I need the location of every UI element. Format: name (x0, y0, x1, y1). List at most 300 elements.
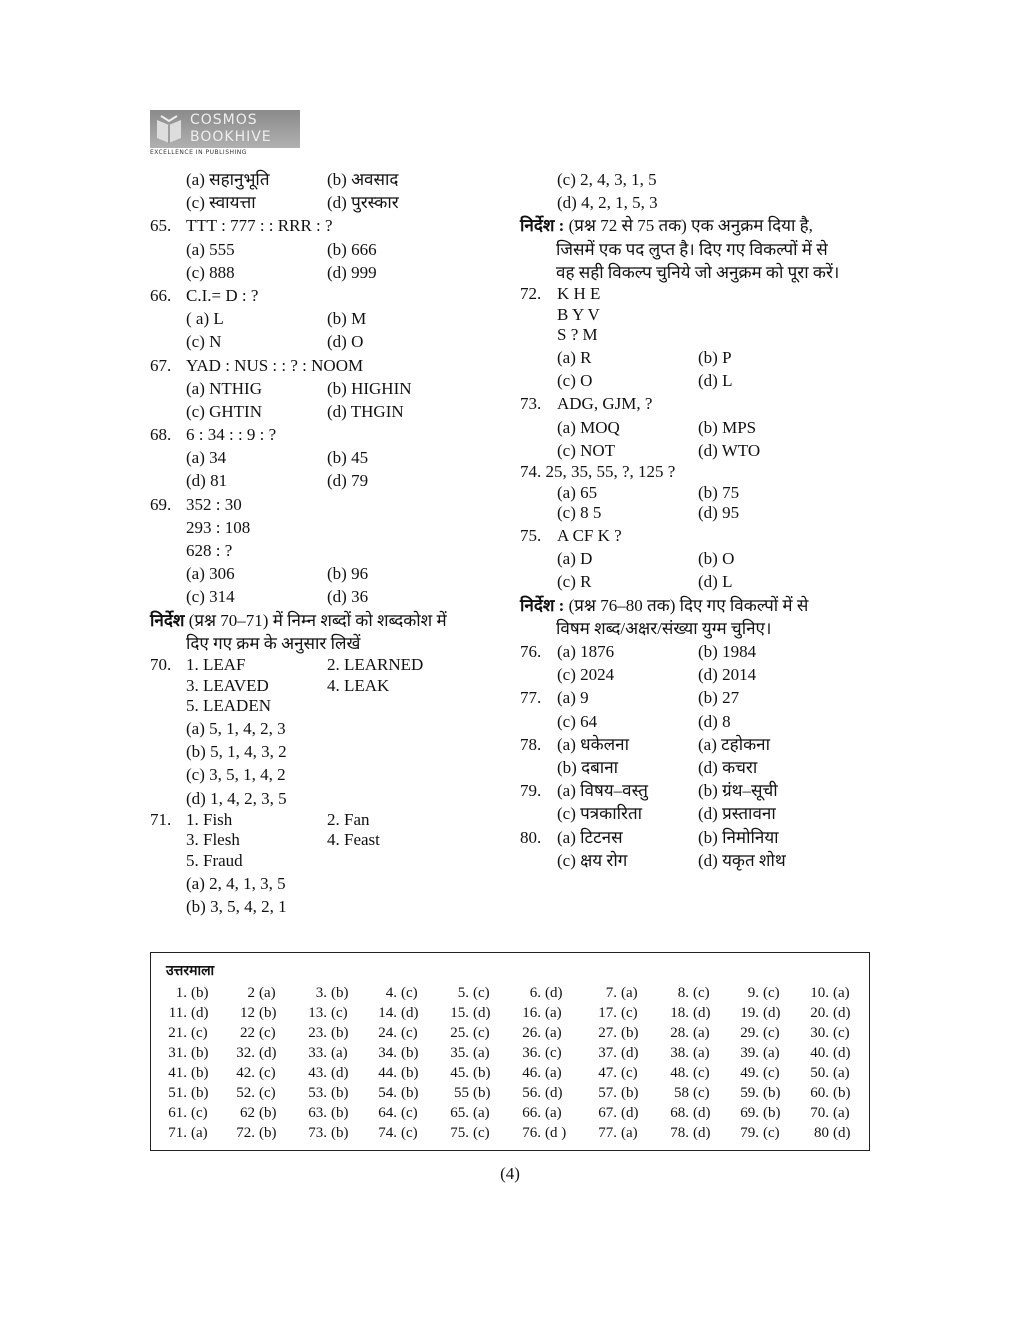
answer-cell (731, 1025, 780, 1042)
direction-text: वह सही विकल्प चुनिये जो अनुक्रम को पूरा करें। (556, 262, 840, 282)
answer-row (151, 1125, 871, 1145)
answer-value: (c) (191, 1105, 208, 1121)
option: (d) 1, 4, 2, 3, 5 (186, 788, 287, 808)
question-78 (520, 733, 872, 756)
answer-question-number: 21. (168, 1025, 187, 1041)
option: (b) 27 (698, 688, 740, 708)
option: (b) 5, 1, 4, 3, 2 (186, 742, 287, 762)
option-row (150, 895, 505, 918)
answer-cell (589, 1065, 638, 1082)
answer-value: (b) (191, 985, 209, 1001)
option-row (150, 469, 505, 492)
answer-value: (a) (473, 1045, 490, 1061)
answer-cell (441, 1065, 491, 1082)
option: (a) 306 (186, 564, 235, 584)
option: (a) R (557, 348, 592, 368)
question-number: 77. (520, 688, 542, 708)
option: (a) D (557, 549, 593, 569)
answer-question-number: 6. (529, 985, 541, 1001)
answer-value: (d) (331, 1065, 349, 1081)
answer-cell (589, 1085, 639, 1102)
answer-question-number: 17. (598, 1005, 617, 1021)
answer-cell (159, 1125, 208, 1142)
option: (c) GHTIN (186, 401, 262, 421)
answer-question-number: 26. (522, 1025, 541, 1041)
question-number: 72. (520, 283, 542, 303)
page-number: (4) (500, 1164, 520, 1183)
answer-value: (c) (833, 1025, 850, 1041)
option-row (520, 191, 872, 214)
answer-value: (b) (763, 1085, 781, 1101)
answer-value: (a) (545, 1105, 562, 1121)
answer-value: (b) (259, 1105, 277, 1121)
answer-value: (a) (833, 985, 850, 1001)
answer-cell (589, 1005, 638, 1022)
answer-row (151, 985, 871, 1005)
logo-box (150, 110, 300, 148)
answer-value: (d) (621, 1105, 639, 1121)
answer-cell (299, 1065, 349, 1082)
answer-key-title: उत्तरमाला (166, 963, 215, 979)
question-73 (520, 392, 872, 415)
answer-value: (b) (763, 1105, 781, 1121)
option: (c) 2024 (557, 665, 615, 685)
answer-question-number: 70. (810, 1105, 829, 1121)
answer-cell (513, 1125, 566, 1142)
answer-value: (a) (621, 985, 638, 1001)
answer-value: (a) (331, 1045, 348, 1061)
answer-cell (441, 985, 490, 1002)
option-row (520, 849, 872, 872)
answer-question-number: 77. (598, 1125, 617, 1141)
answer-question-number: 72. (236, 1125, 255, 1141)
answer-value: (d) (833, 1045, 851, 1061)
answer-cell (159, 1045, 209, 1062)
option: (d) 95 (698, 503, 740, 523)
option: (a) टहोकना (698, 734, 771, 754)
option: (a) 1876 (557, 642, 615, 662)
question-line (520, 325, 872, 346)
answer-cell (227, 1025, 276, 1042)
answer-question-number: 67. (598, 1105, 617, 1121)
answer-question-number: 62 (240, 1105, 255, 1121)
answer-value: (d) (833, 1125, 851, 1141)
answer-value: (c) (763, 985, 780, 1001)
option: (d) पुरस्कार (327, 193, 399, 213)
answer-question-number: 23. (308, 1025, 327, 1041)
option: (d) कचरा (698, 757, 758, 777)
question-text: C.I.= D : ? (186, 285, 259, 305)
answer-question-number: 20. (810, 1005, 829, 1021)
option: (a) धकेलना (557, 734, 629, 754)
answer-question-number: 37. (598, 1045, 617, 1061)
option: (d) L (698, 371, 733, 391)
option-row (520, 547, 872, 570)
option: (d) L (698, 572, 733, 592)
question-72 (520, 284, 872, 305)
option: (a) 2, 4, 1, 3, 5 (186, 873, 286, 893)
option: (c) 3, 5, 1, 4, 2 (186, 765, 286, 785)
answer-value: (c) (545, 1045, 562, 1061)
answer-cell (369, 1105, 418, 1122)
answer-cell (369, 1125, 418, 1142)
answer-value: (c) (621, 1065, 638, 1081)
answer-value: (c) (401, 985, 418, 1001)
answer-cell (731, 1125, 780, 1142)
answer-value: (b) (473, 1065, 491, 1081)
option: ( a) L (186, 309, 224, 329)
answer-question-number: 58 (674, 1085, 689, 1101)
answer-question-number: 39. (740, 1045, 759, 1061)
answer-question-number: 60. (810, 1085, 829, 1101)
answer-value: (a) (259, 985, 276, 1001)
option: (d) 999 (327, 262, 377, 282)
option: (b) 666 (327, 239, 377, 259)
answer-cell (589, 1125, 638, 1142)
option: (c) 64 (557, 711, 598, 731)
answer-value: (b) (331, 1025, 349, 1041)
answer-cell (299, 985, 349, 1002)
option: (b) MPS (698, 417, 757, 437)
answer-value: (c) (763, 1025, 780, 1041)
answer-cell (513, 1065, 562, 1082)
answer-question-number: 3. (315, 985, 327, 1001)
option: (b) निमोनिया (698, 827, 779, 847)
answer-question-number: 44. (378, 1065, 397, 1081)
question-80 (520, 826, 872, 849)
answer-question-number: 24. (378, 1025, 397, 1041)
option: (d) 79 (327, 471, 369, 491)
answer-key-box (150, 952, 870, 1151)
question-number: 78. (520, 734, 542, 754)
option: (d) प्रस्तावना (698, 804, 776, 824)
option: (b) ग्रंथ–सूची (698, 781, 778, 801)
answer-value: (c) (331, 1005, 348, 1021)
answer-question-number: 75. (450, 1125, 469, 1141)
question-text: K H E (557, 283, 601, 303)
question-text: B Y V (557, 304, 600, 324)
answer-cell (513, 1025, 562, 1042)
answer-question-number: 52. (236, 1085, 255, 1101)
option-row (150, 740, 505, 763)
option: (b) 3, 5, 4, 2, 1 (186, 897, 287, 917)
answer-value: (d) (693, 1105, 711, 1121)
direction-label: निर्देश : (520, 216, 565, 236)
answer-row (151, 1105, 871, 1125)
word-row (150, 676, 505, 697)
question-71 (150, 810, 505, 831)
question-text: S ? M (557, 325, 598, 345)
answer-question-number: 71. (168, 1125, 187, 1141)
answer-value: (a) (545, 1025, 562, 1041)
answer-value: (b) (401, 1065, 419, 1081)
word-row (150, 830, 505, 851)
option: (a) टिटनस (557, 827, 623, 847)
word: 1. LEAF (186, 654, 246, 674)
option: (b) HIGHIN (327, 378, 412, 398)
answer-question-number: 78. (670, 1125, 689, 1141)
answer-question-number: 34. (378, 1045, 397, 1061)
answer-question-number: 9. (747, 985, 759, 1001)
option: (c) पत्रकारिता (557, 804, 643, 824)
answer-cell (801, 1065, 850, 1082)
option: (d) THGIN (327, 401, 404, 421)
word-row (150, 696, 505, 717)
question-number: 66. (150, 285, 172, 305)
answer-cell (227, 1045, 277, 1062)
answer-cell (731, 1085, 781, 1102)
question-number: 76. (520, 642, 542, 662)
answer-question-number: 1. (175, 985, 187, 1001)
answer-question-number: 61. (168, 1105, 187, 1121)
answer-value: (a) (763, 1045, 780, 1061)
question-text: 6 : 34 : : 9 : ? (186, 425, 277, 445)
answer-cell (299, 1125, 349, 1142)
option: (b) M (327, 309, 367, 329)
question-number: 68. (150, 425, 172, 445)
answer-question-number: 40. (810, 1045, 829, 1061)
answer-cell (661, 1125, 711, 1142)
option: (d) 81 (186, 471, 228, 491)
answer-value: (c) (693, 1085, 710, 1101)
answer-cell (369, 1005, 419, 1022)
answer-question-number: 27. (598, 1025, 617, 1041)
answer-row (151, 1005, 871, 1025)
question-text: 628 : ? (186, 541, 233, 560)
answer-question-number: 29. (740, 1025, 759, 1041)
answer-value: (b) (833, 1085, 851, 1101)
answer-value: (c) (259, 1025, 276, 1041)
question-number: 67. (150, 355, 172, 375)
answer-value: (b) (191, 1045, 209, 1061)
answer-question-number: 76. (522, 1125, 541, 1141)
option-row (150, 400, 505, 423)
option: (c) 888 (186, 262, 235, 282)
answer-question-number: 74. (378, 1125, 397, 1141)
option: (a) 65 (557, 482, 598, 502)
answer-cell (441, 1085, 491, 1102)
option-row (520, 369, 872, 392)
answer-cell (227, 1105, 277, 1122)
option: (c) 8 5 (557, 503, 602, 523)
answer-value: (d) (259, 1045, 277, 1061)
answer-cell (299, 1005, 348, 1022)
direction-text: दिए गए क्रम के अनुसार लिखें (186, 633, 361, 653)
question-text: ADG, GJM, ? (557, 394, 653, 414)
option: (d) 4, 2, 1, 5, 3 (557, 193, 658, 213)
answer-cell (369, 1065, 419, 1082)
answer-cell (589, 1045, 639, 1062)
answer-value: (c) (401, 1105, 418, 1121)
answer-cell (159, 1065, 209, 1082)
answer-value: (c) (693, 985, 710, 1001)
answer-cell (159, 985, 209, 1002)
answer-question-number: 55 (454, 1085, 469, 1101)
option-row (150, 763, 505, 786)
answer-value: (b) (401, 1085, 419, 1101)
answer-question-number: 64. (378, 1105, 397, 1121)
answer-question-number: 4. (385, 985, 397, 1001)
answer-cell (801, 1125, 851, 1142)
direction-text: (प्रश्न 72 से 75 तक) एक अनुक्रम दिया है, (564, 216, 813, 236)
word: 2. LEARNED (327, 654, 424, 674)
answer-value: (b) (621, 1025, 639, 1041)
question-line (150, 516, 505, 539)
answer-cell (299, 1045, 348, 1062)
answer-cell (159, 1025, 208, 1042)
answer-value: (d) (693, 1005, 711, 1021)
answer-cell (731, 985, 780, 1002)
direction-72-75 (520, 214, 872, 284)
answer-question-number: 65. (450, 1105, 469, 1121)
answer-cell (441, 1045, 490, 1062)
option-row (150, 191, 505, 214)
answer-value: (a) (833, 1065, 850, 1081)
option-row (520, 663, 872, 686)
word: 1. Fish (186, 809, 233, 829)
question-text: YAD : NUS : : ? : NOOM (186, 355, 364, 375)
answer-cell (369, 1045, 419, 1062)
answer-value: (b) (331, 1085, 349, 1101)
answer-cell (513, 985, 563, 1002)
answer-value: (b) (401, 1045, 419, 1061)
answer-value: (b) (259, 1125, 277, 1141)
answer-cell (661, 1065, 710, 1082)
option-row (150, 377, 505, 400)
option: (b) 75 (698, 482, 740, 502)
answer-question-number: 80 (814, 1125, 829, 1141)
answer-cell (369, 1085, 419, 1102)
option: (d) 2014 (698, 665, 757, 685)
answer-cell (227, 1005, 277, 1022)
option-row (150, 261, 505, 284)
answer-cell (441, 1005, 491, 1022)
answer-cell (227, 985, 276, 1002)
book-icon (156, 114, 182, 144)
answer-cell (661, 1045, 710, 1062)
answer-question-number: 36. (522, 1045, 541, 1061)
answer-value: (d) (473, 1005, 491, 1021)
answer-question-number: 16. (522, 1005, 541, 1021)
answer-question-number: 35. (450, 1045, 469, 1061)
question-text: 74. 25, 35, 55, ?, 125 ? (520, 461, 676, 481)
direction-text: (प्रश्न 70–71) में निम्न शब्दों को शब्दकोश में (184, 610, 447, 630)
option-row (520, 416, 872, 439)
answer-cell (661, 1085, 710, 1102)
answer-question-number: 11. (168, 1005, 187, 1021)
answer-cell (589, 1105, 639, 1122)
answer-question-number: 56. (522, 1085, 541, 1101)
word: 5. Fraud (186, 851, 243, 871)
option: (a) सहानुभूति (186, 170, 270, 189)
option-row (150, 168, 505, 191)
answer-cell (513, 1085, 563, 1102)
answer-value: (c) (763, 1125, 780, 1141)
question-text: A CF K ? (557, 526, 622, 546)
answer-question-number: 43. (308, 1065, 327, 1081)
option: (c) 314 (186, 587, 235, 607)
word: 5. LEADEN (186, 696, 271, 716)
option-row (520, 168, 872, 191)
answer-question-number: 42. (236, 1065, 255, 1081)
question-79 (520, 779, 872, 802)
question-74 (520, 462, 872, 483)
answer-cell (299, 1025, 349, 1042)
option-row (150, 307, 505, 330)
answer-value: (a) (191, 1125, 208, 1141)
answer-value: (d) (693, 1125, 711, 1141)
option-row (520, 710, 872, 733)
answer-question-number: 68. (670, 1105, 689, 1121)
answer-question-number: 59. (740, 1085, 759, 1101)
word: 2. Fan (327, 809, 370, 829)
option: (c) O (557, 371, 593, 391)
answer-question-number: 12 (240, 1005, 255, 1021)
answer-value: (d) (401, 1005, 419, 1021)
answer-cell (299, 1105, 349, 1122)
answer-cell (513, 1105, 562, 1122)
answer-question-number: 50. (810, 1065, 829, 1081)
direction-text: विषम शब्द/अक्षर/संख्या युग्म चुनिए। (556, 618, 772, 638)
answer-question-number: 41. (168, 1065, 187, 1081)
answer-question-number: 48. (670, 1065, 689, 1081)
answer-cell (801, 1085, 851, 1102)
logo-tagline: EXCELLENCE IN PUBLISHING (150, 149, 247, 156)
answer-cell (731, 1105, 781, 1122)
answer-question-number: 22 (240, 1025, 255, 1041)
option-row (520, 756, 872, 779)
answer-question-number: 38. (670, 1045, 689, 1061)
option: (d) WTO (698, 440, 761, 460)
answer-value: (a) (473, 1105, 490, 1121)
question-number: 70. (150, 654, 172, 674)
option-row (150, 562, 505, 585)
option-row (520, 483, 872, 504)
answer-cell (441, 1125, 490, 1142)
option-row (520, 503, 872, 524)
answer-cell (513, 1045, 562, 1062)
answer-question-number: 5. (457, 985, 469, 1001)
answer-value: (d) (621, 1045, 639, 1061)
publisher-logo (150, 110, 300, 158)
answer-cell (801, 1005, 851, 1022)
answer-value: (c) (259, 1085, 276, 1101)
option-row (150, 330, 505, 353)
answer-question-number: 33. (308, 1045, 327, 1061)
answer-question-number: 53. (308, 1085, 327, 1101)
answer-value: (c) (621, 1005, 638, 1021)
answer-cell (159, 1085, 209, 1102)
answer-cell (441, 1025, 490, 1042)
answer-value: (a) (693, 1045, 710, 1061)
word: 4. Feast (327, 830, 380, 850)
word: 4. LEAK (327, 675, 390, 695)
answer-question-number: 18. (670, 1005, 689, 1021)
option-row (150, 872, 505, 895)
answer-cell (159, 1105, 208, 1122)
question-text: TTT : 777 : : RRR : ? (186, 216, 333, 236)
answer-value: (d ) (545, 1125, 567, 1141)
answer-value: (a) (545, 1065, 562, 1081)
answer-value: (a) (693, 1025, 710, 1041)
answer-question-number: 79. (740, 1125, 759, 1141)
option: (a) 555 (186, 239, 235, 259)
option: (b) अवसाद (327, 170, 399, 189)
answer-value: (d) (833, 1005, 851, 1021)
answer-value: (b) (259, 1005, 277, 1021)
answer-cell (589, 1025, 639, 1042)
answer-cell (369, 985, 418, 1002)
